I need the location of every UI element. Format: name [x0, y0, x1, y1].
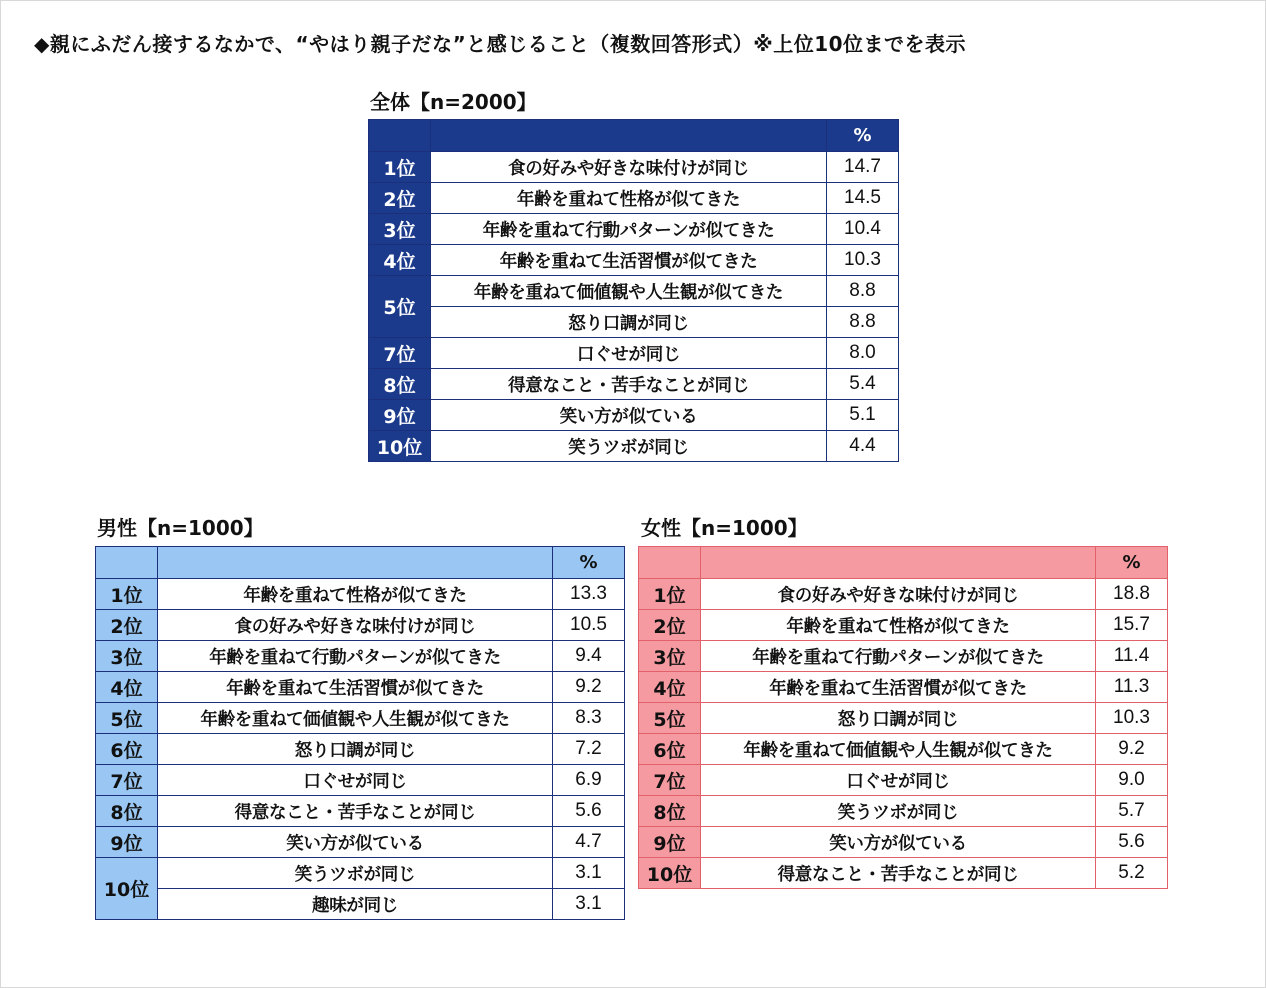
male-value-cell: 9.2 [553, 672, 625, 703]
female-value-cell: 9.0 [1096, 765, 1168, 796]
overall-rank-cell: 3位 [369, 214, 431, 245]
female-value-cell: 5.6 [1096, 827, 1168, 858]
female-table-row [639, 672, 1168, 703]
overall-rank-cell: 5位 [369, 276, 431, 338]
overall-rank-cell: 1位 [369, 152, 431, 183]
female-rank-cell: 9位 [639, 827, 701, 858]
male-rank-cell: 10位 [96, 858, 158, 920]
male-item-cell: 年齢を重ねて性格が似てきた [158, 579, 553, 610]
male-item-cell: 年齢を重ねて価値観や人生観が似てきた [158, 703, 553, 734]
female-table-row [639, 703, 1168, 734]
overall-rank-cell: 7位 [369, 338, 431, 369]
female-table-row [639, 827, 1168, 858]
female-value-cell: 11.4 [1096, 641, 1168, 672]
female-item-header [701, 547, 1096, 579]
male-item-cell: 年齢を重ねて行動パターンが似てきた [158, 641, 553, 672]
male-table-row [96, 641, 625, 672]
overall-header-row [369, 120, 899, 152]
female-item-cell: 年齢を重ねて価値観や人生観が似てきた [701, 734, 1096, 765]
female-table-row [639, 858, 1168, 889]
male-table-row [96, 579, 625, 610]
overall-rank-cell: 9位 [369, 400, 431, 431]
male-rank-cell: 3位 [96, 641, 158, 672]
male-item-cell: 笑うツボが同じ [158, 858, 553, 889]
female-rank-header [639, 547, 701, 579]
male-table-row [96, 672, 625, 703]
female-table-row [639, 610, 1168, 641]
female-rank-cell: 3位 [639, 641, 701, 672]
female-table-row [639, 641, 1168, 672]
female-ranking-table [638, 546, 1168, 889]
male-value-cell: 3.1 [553, 858, 625, 889]
overall-value-cell: 8.0 [827, 338, 899, 369]
female-item-cell: 怒り口調が同じ [701, 703, 1096, 734]
female-rank-cell: 5位 [639, 703, 701, 734]
male-item-cell: 怒り口調が同じ [158, 734, 553, 765]
male-value-cell: 13.3 [553, 579, 625, 610]
overall-item-cell: 年齢を重ねて生活習慣が似てきた [431, 245, 827, 276]
male-rank-header [96, 547, 158, 579]
overall-table-row [369, 307, 899, 338]
male-table-title: 男性【n=1000】 [97, 516, 264, 540]
female-item-cell: 笑い方が似ている [701, 827, 1096, 858]
overall-rank-cell: 8位 [369, 369, 431, 400]
female-table-title: 女性【n=1000】 [641, 516, 808, 540]
female-item-cell: 年齢を重ねて行動パターンが似てきた [701, 641, 1096, 672]
male-unit-header: % [553, 547, 625, 579]
male-table-row [96, 827, 625, 858]
male-value-cell: 6.9 [553, 765, 625, 796]
male-rank-cell: 4位 [96, 672, 158, 703]
female-rank-cell: 10位 [639, 858, 701, 889]
male-table-row [96, 889, 625, 920]
female-rank-cell: 1位 [639, 579, 701, 610]
overall-table-row [369, 431, 899, 462]
overall-item-cell: 口ぐせが同じ [431, 338, 827, 369]
female-rank-cell: 8位 [639, 796, 701, 827]
male-item-cell: 年齢を重ねて生活習慣が似てきた [158, 672, 553, 703]
overall-item-cell: 年齢を重ねて行動パターンが似てきた [431, 214, 827, 245]
female-table-row [639, 734, 1168, 765]
overall-ranking-table [368, 119, 899, 462]
male-value-cell: 5.6 [553, 796, 625, 827]
overall-value-cell: 4.4 [827, 431, 899, 462]
female-rank-cell: 6位 [639, 734, 701, 765]
female-unit-header: % [1096, 547, 1168, 579]
male-item-cell: 笑い方が似ている [158, 827, 553, 858]
overall-item-cell: 笑い方が似ている [431, 400, 827, 431]
overall-rank-header [369, 120, 431, 152]
female-value-cell: 18.8 [1096, 579, 1168, 610]
male-value-cell: 8.3 [553, 703, 625, 734]
male-value-cell: 10.5 [553, 610, 625, 641]
female-item-cell: 年齢を重ねて生活習慣が似てきた [701, 672, 1096, 703]
overall-rank-cell: 4位 [369, 245, 431, 276]
male-rank-cell: 1位 [96, 579, 158, 610]
overall-item-cell: 食の好みや好きな味付けが同じ [431, 152, 827, 183]
female-value-cell: 11.3 [1096, 672, 1168, 703]
male-table-row [96, 796, 625, 827]
female-item-cell: 年齢を重ねて性格が似てきた [701, 610, 1096, 641]
male-rank-cell: 6位 [96, 734, 158, 765]
male-table-row [96, 858, 625, 889]
overall-value-cell: 14.5 [827, 183, 899, 214]
overall-value-cell: 8.8 [827, 276, 899, 307]
overall-item-header [431, 120, 827, 152]
male-ranking-table [95, 546, 625, 920]
female-item-cell: 得意なこと・苦手なことが同じ [701, 858, 1096, 889]
overall-item-cell: 得意なこと・苦手なことが同じ [431, 369, 827, 400]
female-rank-cell: 2位 [639, 610, 701, 641]
male-rank-cell: 2位 [96, 610, 158, 641]
male-value-cell: 4.7 [553, 827, 625, 858]
overall-value-cell: 8.8 [827, 307, 899, 338]
female-item-cell: 笑うツボが同じ [701, 796, 1096, 827]
female-table-row [639, 579, 1168, 610]
female-header-row [639, 547, 1168, 579]
overall-table-row [369, 369, 899, 400]
male-table-row [96, 703, 625, 734]
overall-rank-cell: 10位 [369, 431, 431, 462]
male-value-cell: 7.2 [553, 734, 625, 765]
overall-table-row [369, 400, 899, 431]
page-title: ◆親にふだん接するなかで、“やはり親子だな”と感じること（複数回答形式）※上位10位までを表示 [34, 32, 967, 56]
female-value-cell: 10.3 [1096, 703, 1168, 734]
overall-table-row [369, 152, 899, 183]
male-table-row [96, 734, 625, 765]
female-rank-cell: 4位 [639, 672, 701, 703]
male-header-row [96, 547, 625, 579]
male-rank-cell: 8位 [96, 796, 158, 827]
male-table-row [96, 765, 625, 796]
overall-item-cell: 年齢を重ねて性格が似てきた [431, 183, 827, 214]
overall-value-cell: 5.1 [827, 400, 899, 431]
overall-value-cell: 14.7 [827, 152, 899, 183]
female-item-cell: 口ぐせが同じ [701, 765, 1096, 796]
male-item-cell: 口ぐせが同じ [158, 765, 553, 796]
overall-value-cell: 10.4 [827, 214, 899, 245]
male-value-cell: 9.4 [553, 641, 625, 672]
overall-table-row [369, 214, 899, 245]
female-item-cell: 食の好みや好きな味付けが同じ [701, 579, 1096, 610]
overall-table-title: 全体【n=2000】 [370, 90, 537, 114]
overall-item-cell: 笑うツボが同じ [431, 431, 827, 462]
overall-rank-cell: 2位 [369, 183, 431, 214]
female-table-row [639, 765, 1168, 796]
male-item-header [158, 547, 553, 579]
overall-table-row [369, 338, 899, 369]
overall-value-cell: 10.3 [827, 245, 899, 276]
male-item-cell: 食の好みや好きな味付けが同じ [158, 610, 553, 641]
male-table-row [96, 610, 625, 641]
male-rank-cell: 9位 [96, 827, 158, 858]
male-value-cell: 3.1 [553, 889, 625, 920]
male-item-cell: 得意なこと・苦手なことが同じ [158, 796, 553, 827]
overall-table-row [369, 245, 899, 276]
male-item-cell: 趣味が同じ [158, 889, 553, 920]
female-value-cell: 5.2 [1096, 858, 1168, 889]
overall-table-row [369, 183, 899, 214]
male-rank-cell: 5位 [96, 703, 158, 734]
female-value-cell: 5.7 [1096, 796, 1168, 827]
overall-item-cell: 怒り口調が同じ [431, 307, 827, 338]
overall-value-cell: 5.4 [827, 369, 899, 400]
overall-table-row [369, 276, 899, 307]
female-table-row [639, 796, 1168, 827]
overall-item-cell: 年齢を重ねて価値観や人生観が似てきた [431, 276, 827, 307]
female-rank-cell: 7位 [639, 765, 701, 796]
female-value-cell: 9.2 [1096, 734, 1168, 765]
male-rank-cell: 7位 [96, 765, 158, 796]
female-value-cell: 15.7 [1096, 610, 1168, 641]
overall-unit-header: % [827, 120, 899, 152]
